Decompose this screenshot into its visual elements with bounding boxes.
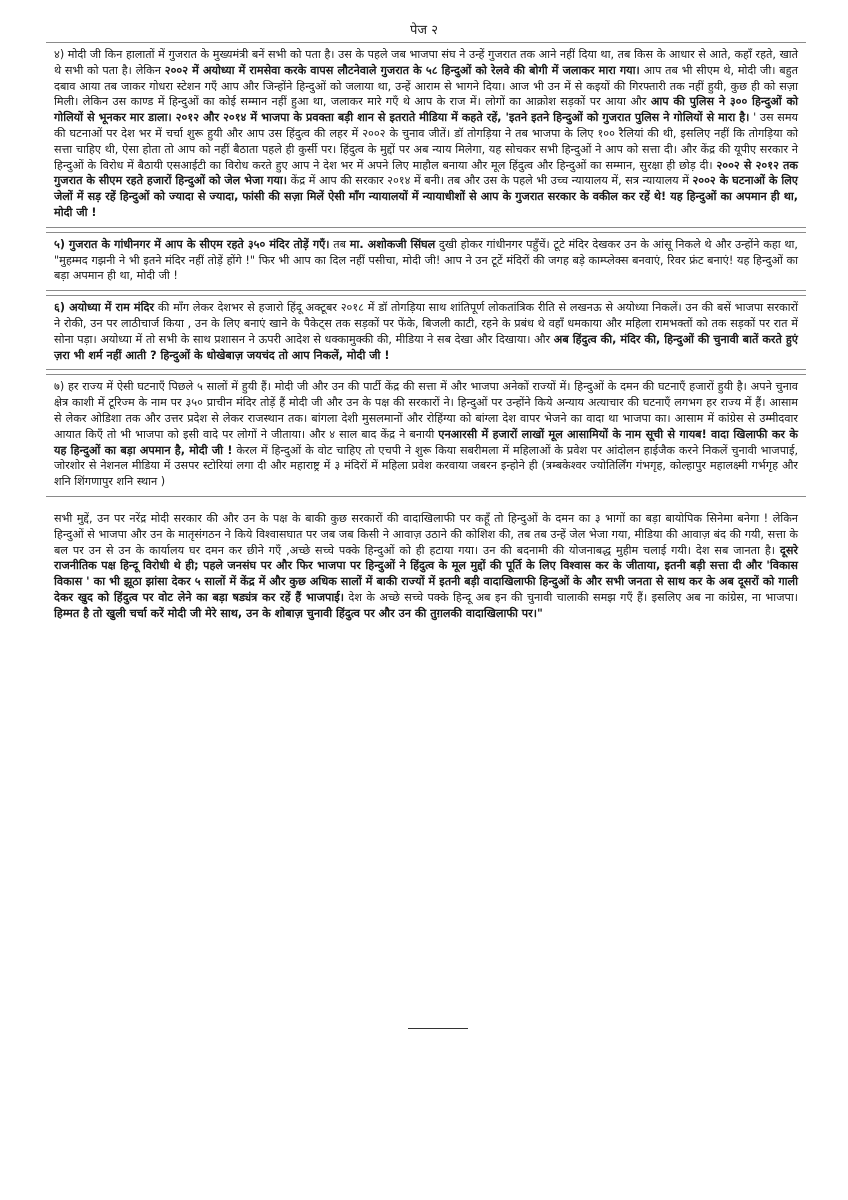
emphasis-text: मा. अशोकजी सिंघल: [349, 237, 436, 251]
emphasis-text: आप की पुलिस ने ३०० हिन्दुओं को गोलियों से भूनकर मार डाला। २०१२ और २०१४ में भाजपा के प्रवक्ता बड़ी शान से इतराते मीडिया में कहते रहें, 'इतने इतने हिन्दुओं को गुजरात पुलिस ने गोलियों से मारा है।: [54, 95, 798, 125]
emphasis-text: २००२ से २०१२ तक गुजरात के सीएम रहते हजारों हिन्दुओं को जेल भेजा गया।: [54, 158, 799, 188]
emphasis-text: अब हिंदुत्व की, मंदिर की, हिन्दुओं की चुनावी बातें करते हुएं ज़रा भी शर्म नहीं आती ? हिन्दुओं के धोखेबाज़ जयचंद तो आप निकलें, मोदी जी !: [54, 332, 798, 362]
emphasis-text: ५) गुजरात के गांधीनगर में आप के सीएम रहते ३५० मंदिर तोड़ें गएँ।: [54, 237, 330, 251]
emphasis-text: एनआरसी में हजारों लाखों मूल आसामियों के नाम सूची से गायब! वादा खिलाफी कर के यह हिन्दुओं का बड़ा अपमान है, मोदी जी !: [54, 427, 798, 457]
emphasis-text: दूसरे राजनीतिक पक्ष हिन्दू विरोधी थे ही; पहले जनसंघ पर और फिर भाजपा पर हिन्दुओं ने हिंदुत्व के मूल मुद्दों की पूर्ति के लिए विश्वास कर के जीताया, इतनी बड़ी सत्ता दी और 'विकास विकास ' का भी झूठा झांसा देकर ५ सालों में केंद्र में और कुछ अधिक सालों में बाकी राज्यों में इतनी बड़ी वादाखिलाफी हिन्दुओं के और सभी जनता से साथ कर के अब दूसरों को गाली देकर खुद को हिंदुत्व पर वोट लेने का बड़ा षड्यंत्र कर रहें हैं भाजपाई।: [54, 543, 798, 604]
body-text: केंद्र में आप की सरकार २०१४ में बनी। तब और उस के पहले भी उच्च न्यायालय में, सत्र न्यायालय में: [287, 174, 693, 188]
body-text: आप तब भी सीएम थे, मोदी जी। बहुत दबाव आया तब जाकर गोधरा स्टेशन गएँ आप और जिन्होंने हिन्दुओं को जलाया था, उन्हें आराम से भागने दिया। आज भी उन में से कइयों की गिरफ्तारी तक नहीं हुयी, कुछ ही को सज़ा मिली। लेकिन उस काण्ड में हिन्दुओं का कोई सम्मान नहीं हुआ था, जलाकर मारे गएँ थे आप के राज में। लोगों का आक्रोश सड़कों पर आया और: [54, 63, 798, 109]
emphasis-text: २००२ में अयोध्या में रामसेवा करके वापस लौटनेवाले गुजरात के ५८ हिन्दुओं को रेलवे की बोगी में जलाकर मारा गया।: [164, 63, 640, 77]
body-text: ' उस समय की घटनाओं पर देश भर में चर्चा शुरू हुयी और आप उस हिंदुत्व की लहर में २००२ के चुनाव जीतें। डॉ तोगड़िया ने तब भाजपा के लिए १०० रैलियां की थी, इसलिए नहीं कि तोगड़िया को सत्ता चाहिए थी, ऐसा होता तो आप को नहीं बैठाता पहले ही कुर्सी पर। हिंदुत्व के मुद्दों पर अब न्याय मिलेगा, यह सोचकर सभी हिन्दुओं ने आप को सत्ता दी। और केंद्र की यूपीए सरकार ने हिन्दुओं के विरोध में बैठायी एसआईटी का विरोध करते हुए आप ने देश भर में अपने लिए माहौल बनाया और मूल हिंदुत्व और हिन्दुओं का सम्मान, सुरक्षा ही छोड़ दी।: [54, 111, 798, 172]
body-text: ४) मोदी जी किन हालातों में गुजरात के मुख्यमंत्री बनें सभी को पता है। उस के पहले जब भाजपा संघ ने उन्हें गुजरात तक आने नहीं दिया था, तब किस के आधार से आते, कहाँ रहते, खाते थे सभी को पता है। लेकिन: [54, 48, 798, 77]
body-text: तब: [329, 237, 350, 251]
emphasis-text: ६) अयोध्या में राम मंदिर: [54, 301, 155, 315]
page-number: पेज २: [410, 23, 438, 38]
emphasis-text: हिम्मत है तो खुली चर्चा करें मोदी जी मेरे साथ, उन के शोबाज़ चुनावी हिंदुत्व पर और उन की तुग़लकी वादाखिलाफी पर।": [54, 606, 543, 620]
section-6: [46, 295, 806, 370]
section-4: [46, 42, 806, 228]
body-text: ७) हर राज्य में ऐसी घटनाएँ पिछले ५ सालों में हुयी हैं। मोदी जी और उन की पार्टी केंद्र की सत्ता में और भाजपा अनेकों राज्यों में। हिन्दुओं के दमन की घटनाएँ हजारों हुयी है। अपने चुनाव क्षेत्र काशी में टूरिज्म के नाम पर ३५० प्राचीन मंदिर तोड़ें हैं मोदी जी और उन के पक्ष की सरकारों ने। हिन्दुओं पर उन्होंने किये अन्याय अत्याचार की घटनाएँ लगभग हर राज्य में हैं। आसाम से लेकर ओडिशा तक और उत्तर प्रदेश से लेकर राजस्थान तक। बांगला देशी मुसलमानों और रोहिंग्या को बांग्ला देश वापर भेजने का वादा था भाजपा का। आसाम में कांग्रेस से उम्मीदवार आयात किएँ तो भी भाजपा को इसी वादे पर लोगों ने जीताया। और ४ साल बाद केंद्र ने बनायी: [54, 380, 798, 441]
section-7: [46, 374, 806, 497]
section-5: [46, 232, 806, 291]
body-text: केरल में हिन्दुओं के वोट चाहिए तो एचपी ने शुरू किया सबरीमला में महिलाओं के प्रवेश पर आंदोलन हाईजैक करने निकलें चुनावी भाजपाई, जोरशोर से नेशनल मीडिया में उसपर स्टोरियां लगा दी और महाराष्ट्र में ३ मंदिरों में महिला प्रवेश करवाया जबरन इन्होने ही (त्रम्बकेश्वर ज्योतिर्लिंग गंभगृह, कोल्हापुर महालक्ष्मी गर्भगृह और शनि शिंगणापुर शनि स्थान ): [54, 443, 798, 489]
emphasis-text: २००२ के घटनाओं के लिए जेलों में सड़ रहें हिन्दुओं को ज्यादा से ज्यादा, फांसी की सज़ा मिलें ऐसी माँग न्यायालयों में न्यायाधीशों से आप के गुजरात सरकार के वकील कर रहें थे! यह हिन्दुओं का अपमान ही था, मोदी जी !: [54, 174, 798, 219]
end-divider: [408, 1028, 468, 1029]
body-text: दुखी होकर गांधीनगर पहुँचें। टूटे मंदिर देखकर उन के आंसू निकले थे और उन्होंने कहा था, "मुहम्मद गझनी ने भी इतने मंदिर नहीं तोड़ें होंगे !" फिर भी आप का दिल नहीं पसीचा, मोदी जी! आप ने उन टूटें मंदिरों की जगह बड़े काम्प्लेक्स बनवाएं, रिवर फ्रंट बनाएं! यह हिन्दुओं का बड़ा अपमान ही था, मोदी जी !: [54, 237, 798, 283]
closing-paragraph: [46, 507, 806, 628]
body-text: देश के अच्छे सच्चे पक्के हिन्दू अब इन की चुनावी चालाकी समझ गएँ हैं। इसलिए अब ना कांग्रेस, ना भाजपा।: [344, 590, 798, 604]
document-body: [46, 42, 806, 628]
body-text: सभी मुद्दें, उन पर नरेंद्र मोदी सरकार की और उन के पक्ष के बाकी कुछ सरकारों की वादाखिलाफी पर कहूँ तो हिन्दुओं के दमन का ३ भागों का बड़ा बायोपिक सिनेमा बनेगा ! लेकिन हिन्दुओं से भाजपा और उन के मातृसंगठन ने किये विश्वासघात पर जब जब किसी ने आवाज़ उठाने की कोशिश की, तब तब उन्हें जेल भेजा गया, मीडिया की आवाज़ बंद की गयी, सत्ता के बल पर उन से उन के कार्यालय घर दमन कर छीने गएँ ,अच्छे सच्चे पक्के हिन्दुओं को ही हटाया गया। उन की बदनामी की योजनाबद्ध मुहीम चलाई गयी। देश सब जानता है।: [54, 511, 798, 557]
body-text: की माँग लेकर देशभर से हजारो हिंदू अक्टूबर २०१८ में डॉ तोगड़िया साथ शांतिपूर्ण लोकतांत्रिक रीति से लखनऊ से अयोध्या निकलें। उन की बसें भाजपा सरकारों ने रोकी, उन पर लाठीचार्ज किया , उन के लिए बनाएं खाने के पैकेट्स तक सड़कों पर फेंके, बिजली काटी, रहने के प्रबंध थे वहाँ धमकाया और महिला रामभक्तों को तक सड़कों पर रात में सोना पड़ा। अयोध्या में तो सभी के साथ प्रशासन ने ऊपरी आदेश से धक्कामुक्की की, मीडिया ने सब देखा और दिखाया। और: [54, 301, 798, 346]
